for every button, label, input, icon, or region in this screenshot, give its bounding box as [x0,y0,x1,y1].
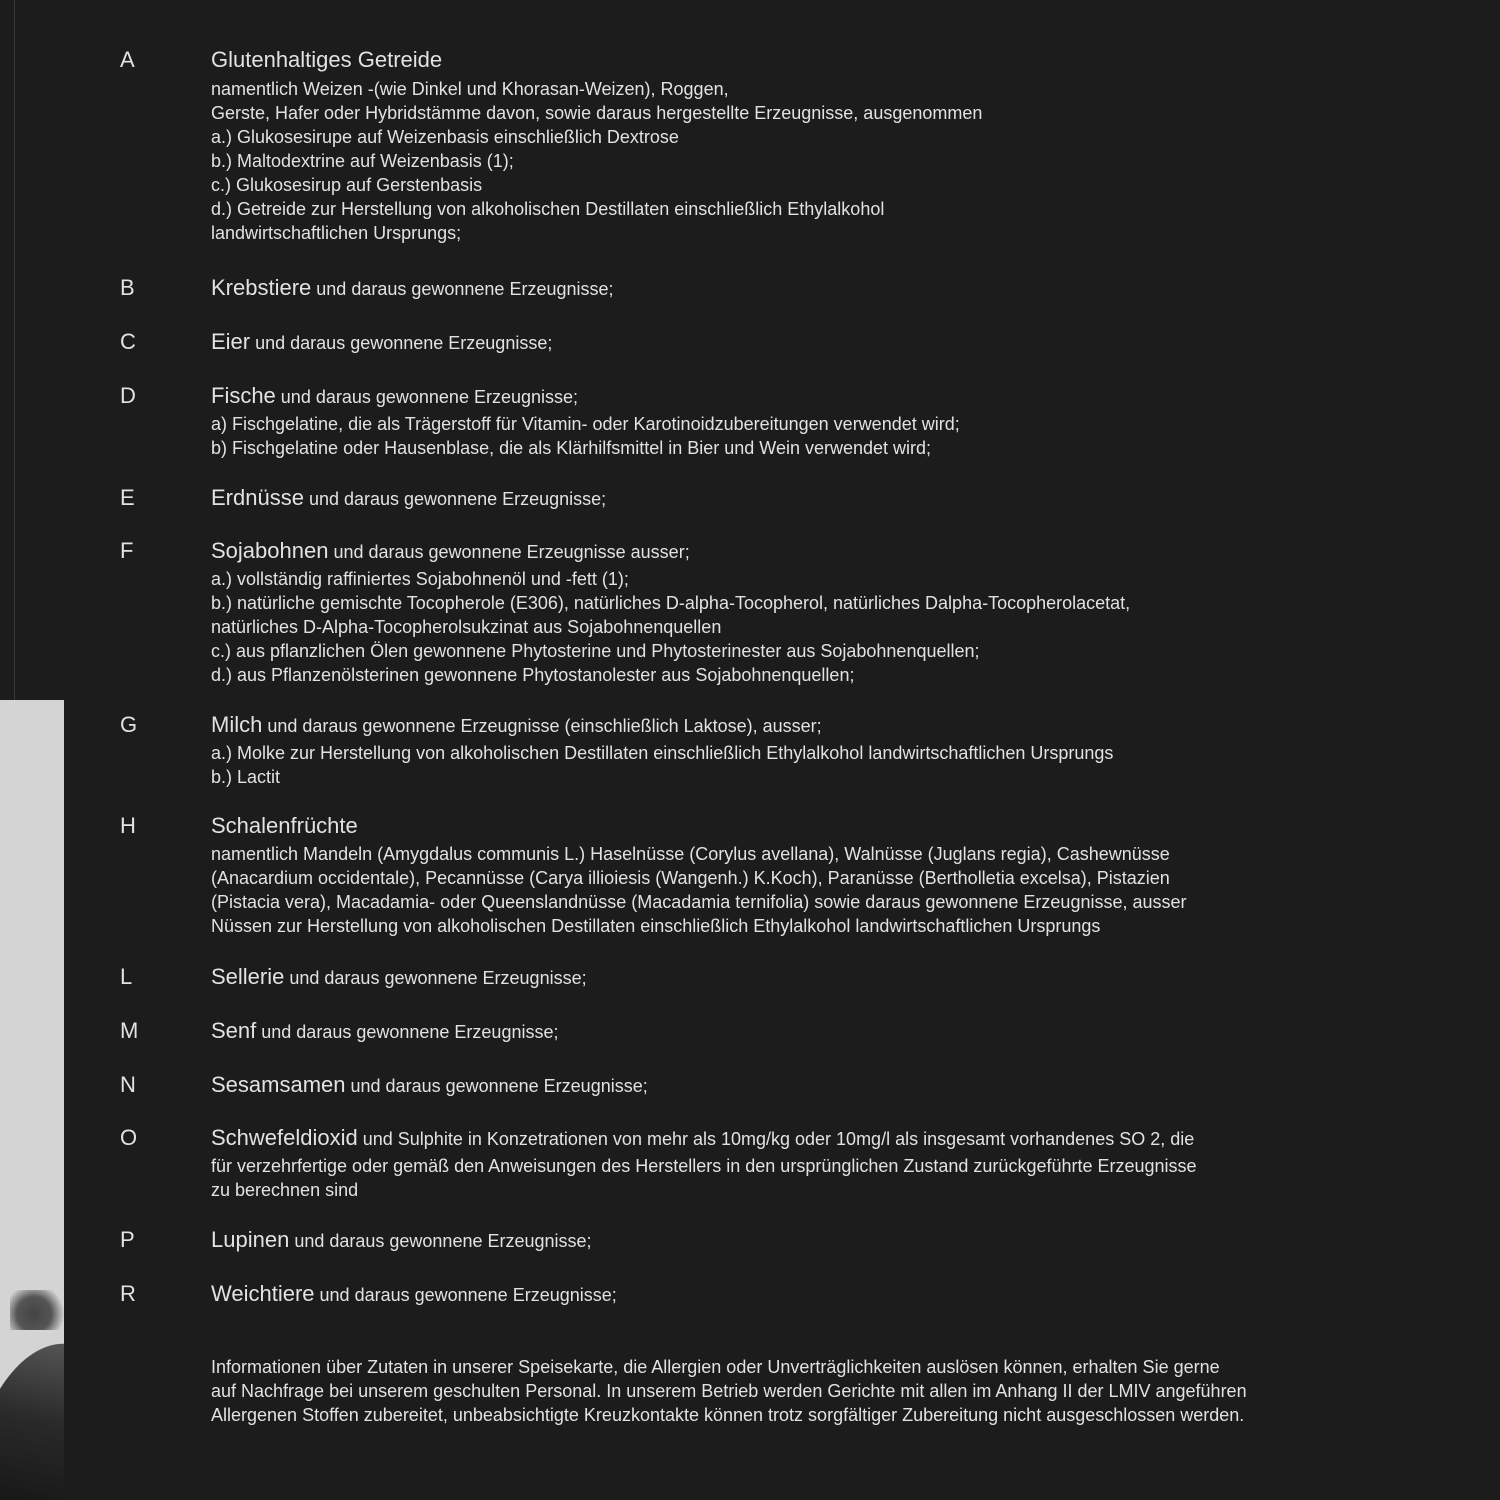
allergen-detail-line: b.) natürliche gemischte Tocopherole (E306), natürliches D-alpha-Tocopherol, natürliches Dalpha-Tocopherolacetat, [211,593,1131,613]
allergen-detail-line: a.) Glukosesirupe auf Weizenbasis einschließlich Dextrose [211,127,679,147]
allergen-detail-line: b.) Lactit [211,767,281,787]
allergen-title-line [211,1070,1461,1101]
allergen-description: und daraus gewonnene Erzeugnisse; [289,1231,592,1251]
allergen-code: P [120,1227,135,1252]
allergen-detail-line: c.) aus pflanzlichen Ölen gewonnene Phytosterine und Phytosterinester aus Sojabohnenquellen; [211,641,980,661]
allergen-content [211,1123,1461,1202]
allergen-content [211,1279,1461,1310]
allergen-code: M [120,1018,139,1043]
allergen-code: F [120,538,134,563]
side-photo [0,700,64,1500]
allergen-content [211,45,1461,245]
allergen-detail-line: Gerste, Hafer oder Hybridstämme davon, sowie daraus hergestellte Erzeugnisse, ausgenommen [211,103,983,123]
allergen-description: und Sulphite in Konzetrationen von mehr als 10mg/kg oder 10mg/l als insgesamt vorhandenes SO 2, die [357,1129,1195,1149]
divider-line [14,0,15,700]
allergen-title-line [211,1016,1461,1047]
allergen-name: Eier [211,329,251,354]
allergen-description: und daraus gewonnene Erzeugnisse; [256,1022,559,1042]
allergen-description: und daraus gewonnene Erzeugnisse; [311,279,614,299]
allergen-description: und daraus gewonnene Erzeugnisse; [345,1076,648,1096]
allergen-description: und daraus gewonnene Erzeugnisse; [303,489,607,509]
allergen-title-line [211,536,1461,567]
allergen-content [211,962,1461,993]
allergen-detail-line: d.) aus Pflanzenölsterinen gewonnene Phytostanolester aus Sojabohnenquellen; [211,665,855,685]
allergen-detail-line: natürliches D-Alpha-Tocopherolsukzinat aus Sojabohnenquellen [211,617,722,637]
allergen-code: E [120,485,135,510]
allergen-name: Glutenhaltiges Getreide [211,47,443,72]
allergen-detail-line: namentlich Weizen -(wie Dinkel und Khorasan-Weizen), Roggen, [211,79,729,99]
allergen-detail-line: landwirtschaftlichen Ursprungs; [211,223,462,243]
notice-line: Allergenen Stoffen zubereitet, unbeabsichtigte Kreuzkontakte können trotz sorgfältiger Zubereitung nicht ausgeschlossen werden. [211,1405,1245,1425]
allergen-detail-line: für verzehrfertige oder gemäß den Anweisungen des Herstellers in den ursprünglichen Zustand zurückgeführte Erzeugnisse [211,1156,1197,1176]
notice-line: auf Nachfrage bei unserem geschulten Personal. In unserem Betrieb werden Gerichte mit allen im Anhang II der LMIV angeführen [211,1381,1247,1401]
allergen-detail-line: b.) Maltodextrine auf Weizenbasis (1); [211,151,514,171]
allergen-description: und daraus gewonnene Erzeugnisse; [250,333,553,353]
allergen-detail-line: d.) Getreide zur Herstellung von alkoholischen Destillaten einschließlich Ethylalkohol [211,199,885,219]
allergen-detail-line: a.) Molke zur Herstellung von alkoholischen Destillaten einschließlich Ethylalkohol landwirtschaftlichen Ursprungs [211,743,1114,763]
allergen-name: Sojabohnen [211,538,329,563]
notice-line: Informationen über Zutaten in unserer Speisekarte, die Allergien oder Unverträglichkeiten auslösen können, erhalten Sie gerne [211,1357,1220,1377]
photo-trees [10,1290,64,1330]
allergen-title-line [211,273,1461,304]
allergen-code: H [120,813,136,838]
allergen-code: B [120,275,135,300]
allergen-name: Lupinen [211,1227,290,1252]
allergen-content [211,273,1461,304]
allergen-content [211,710,1461,789]
allergen-title-line [211,45,1461,76]
allergen-detail-line: (Pistacia vera), Macadamia- oder Queenslandnüsse (Macadamia ternifolia) sowie daraus gewonnene Erzeugnisse, ausser [211,892,1187,912]
allergen-code: L [120,964,133,989]
allergen-detail-line: Nüssen zur Herstellung von alkoholischen Destillaten einschließlich Ethylalkohol landwirtschaftlichen Ursprungs [211,916,1101,936]
allergen-code: C [120,329,136,354]
allergen-name: Krebstiere [211,275,312,300]
allergen-name: Schalenfrüchte [211,813,358,838]
allergen-name: Erdnüsse [211,485,304,510]
allergen-content [211,536,1461,687]
allergen-description: und daraus gewonnene Erzeugnisse; [314,1285,617,1305]
allergen-description: und daraus gewonnene Erzeugnisse; [275,387,579,407]
allergen-title-line [211,811,1461,842]
allergen-content [211,1016,1461,1047]
allergen-title-line [211,483,1461,514]
allergen-code: R [120,1281,136,1306]
allergen-name: Milch [211,712,263,737]
allergen-detail-line: namentlich Mandeln (Amygdalus communis L.) Haselnüsse (Corylus avellana), Walnüsse (Juglans regia), Cashewnüsse [211,844,1170,864]
allergen-description: und daraus gewonnene Erzeugnisse (einschließlich Laktose), ausser; [262,716,822,736]
allergen-name: Sesamsamen [211,1072,346,1097]
allergen-content [211,327,1461,358]
allergen-detail-line: a) Fischgelatine, die als Trägerstoff für Vitamin- oder Karotinoidzubereitungen verwendet wird; [211,414,960,434]
allergen-title-line [211,962,1461,993]
allergen-detail-line: c.) Glukosesirup auf Gerstenbasis [211,175,483,195]
allergen-name: Sellerie [211,964,285,989]
allergen-title-line [211,1225,1461,1256]
allergen-notice [211,1355,1247,1427]
allergen-title-line [211,381,1461,412]
allergen-code: A [120,47,135,72]
allergen-title-line [211,327,1461,358]
allergen-title-line [211,710,1461,741]
allergen-content [211,1225,1461,1256]
allergen-code: G [120,712,138,737]
allergen-description: und daraus gewonnene Erzeugnisse; [284,968,587,988]
allergen-detail-line: b) Fischgelatine oder Hausenblase, die als Klärhilfsmittel in Bier und Wein verwendet wird; [211,438,932,458]
allergen-code: D [120,383,136,408]
allergen-title-line [211,1123,1461,1154]
allergen-code: O [120,1125,138,1150]
allergen-content [211,483,1461,514]
allergen-description: und daraus gewonnene Erzeugnisse ausser; [328,542,690,562]
allergen-detail-line: a.) vollständig raffiniertes Sojabohnenöl und -fett (1); [211,569,629,589]
allergen-name: Schwefeldioxid [211,1125,358,1150]
allergen-title-line [211,1279,1461,1310]
allergen-content [211,381,1461,460]
allergen-code: N [120,1072,136,1097]
allergen-name: Senf [211,1018,257,1043]
allergen-detail-line: (Anacardium occidentale), Pecannüsse (Carya illioiesis (Wangenh.) K.Koch), Paranüsse (Bertholletia excelsa), Pistazien [211,868,1170,888]
allergen-name: Fische [211,383,276,408]
allergen-content [211,1070,1461,1101]
allergen-name: Weichtiere [211,1281,315,1306]
photo-landscape [0,1330,64,1500]
allergen-detail-line: zu berechnen sind [211,1180,359,1200]
allergen-content [211,811,1461,938]
